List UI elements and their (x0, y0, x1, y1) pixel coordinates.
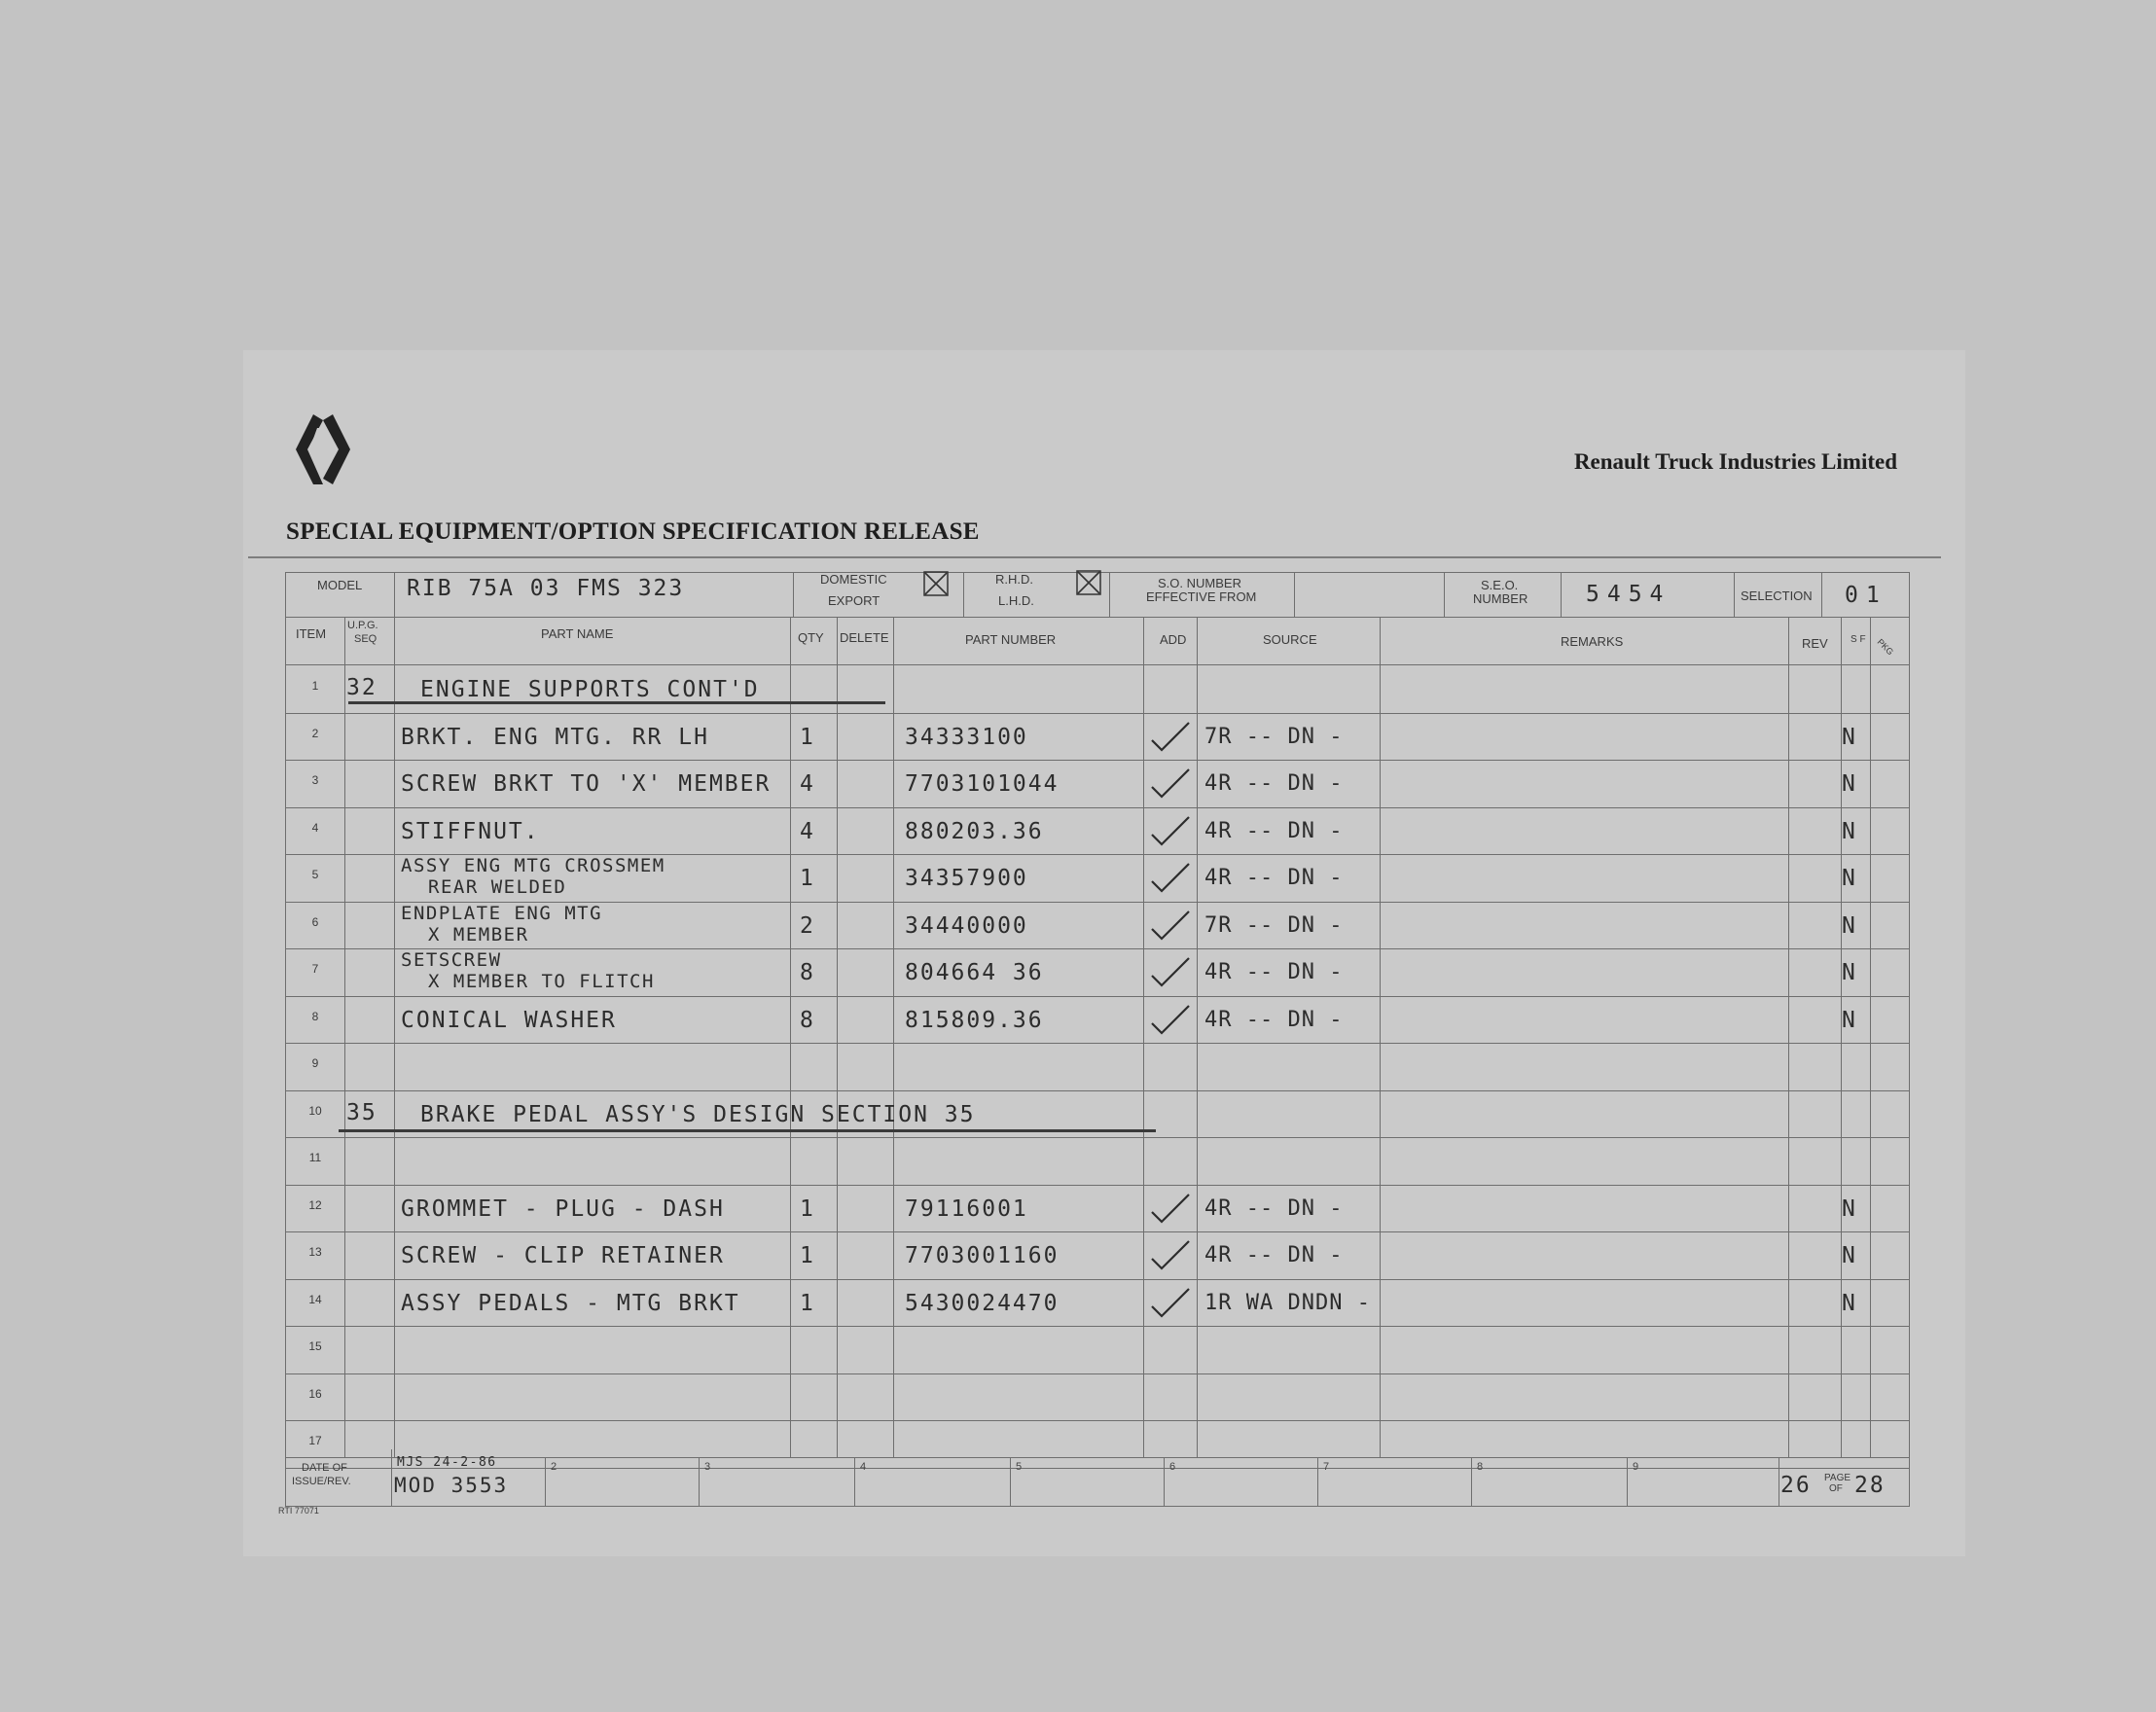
row-part-name: SCREW - CLIP RETAINER (401, 1243, 725, 1268)
grid-line (394, 572, 395, 665)
row-item-number: 12 (308, 1197, 322, 1212)
row-qty: 8 (800, 1007, 815, 1033)
add-check-icon (1148, 719, 1193, 754)
grid-line (285, 664, 1910, 665)
grid-line (394, 665, 395, 1457)
grid-line (1788, 617, 1789, 1457)
section-underline (339, 1129, 1156, 1132)
row-source: 4R -- DN - (1204, 771, 1344, 796)
row-qty: 1 (800, 866, 815, 891)
col-source-header: SOURCE (1263, 632, 1317, 647)
row-source: 4R -- DN - (1204, 1243, 1344, 1267)
col-sf-header: S F (1851, 634, 1866, 645)
form-code: RTI 77071 (278, 1506, 319, 1516)
row-sf-flag: N (1842, 1243, 1857, 1268)
grid-line (391, 1449, 392, 1506)
issue-mod-number: MOD 3553 (394, 1474, 509, 1497)
grid-line (837, 617, 838, 1457)
row-divider (285, 1137, 1910, 1138)
grid-line (545, 1457, 546, 1506)
col-last-header: PKG (1875, 636, 1896, 658)
row-part-name-line2: REAR WELDED (428, 876, 567, 898)
export-label: EXPORT (828, 593, 880, 608)
add-check-icon (1148, 908, 1193, 943)
grid-line (1909, 1457, 1910, 1506)
grid-line (1734, 572, 1735, 617)
col-delete-header: DELETE (840, 630, 889, 645)
row-sf-flag: N (1842, 960, 1857, 985)
col-part-name-header: PART NAME (541, 626, 614, 641)
model-value: RIB 75A 03 FMS 323 (407, 576, 685, 601)
grid-line (1380, 617, 1381, 1457)
row-part-number: 815809.36 (905, 1007, 1044, 1033)
grid-line (854, 1457, 855, 1506)
grid-line (285, 617, 1910, 618)
seo-label: S.E.O. (1481, 578, 1519, 592)
row-part-number: 880203.36 (905, 818, 1044, 844)
footer-slot-number: 4 (860, 1461, 867, 1473)
row-part-number: 34357900 (905, 866, 1028, 891)
col-item-header: ITEM (296, 626, 327, 641)
row-qty: 1 (800, 1290, 815, 1316)
row-divider (285, 807, 1910, 808)
row-item-number: 10 (308, 1103, 322, 1118)
row-source: 7R -- DN - (1204, 912, 1344, 938)
grid-line (1197, 617, 1198, 1457)
row-upg-seq: 35 (346, 1099, 377, 1125)
row-divider (285, 1043, 1910, 1044)
grid-line (1870, 617, 1871, 1457)
row-item-number: 8 (311, 1009, 319, 1023)
grid-line (699, 1457, 700, 1506)
row-source: 1R WA DNDN - (1204, 1290, 1371, 1315)
row-sf-flag: N (1842, 818, 1857, 844)
row-item-number: 5 (311, 868, 319, 881)
issue-initials: MJS 24-2-86 (397, 1455, 497, 1470)
seo-number-label: NUMBER (1473, 591, 1528, 606)
row-item-number: 17 (308, 1434, 322, 1447)
grid-line (1109, 572, 1110, 617)
grid-line (963, 572, 964, 617)
row-part-name: ASSY ENG MTG CROSSMEM (401, 855, 665, 876)
row-part-name: ENGINE SUPPORTS CONT'D (420, 677, 760, 702)
col-upg-header: U.P.G. (347, 620, 378, 631)
title-divider (248, 556, 1941, 558)
row-item-number: 15 (308, 1339, 322, 1353)
row-source: 4R -- DN - (1204, 960, 1344, 984)
row-part-name: ENDPLATE ENG MTG (401, 902, 603, 924)
add-check-icon (1148, 954, 1193, 989)
renault-logo-icon (294, 412, 352, 486)
grid-line (1909, 572, 1910, 1457)
row-item-number: 7 (311, 962, 319, 976)
row-part-name: SETSCREW (401, 949, 502, 971)
grid-line (1143, 617, 1144, 1457)
row-part-name-line2: X MEMBER TO FLITCH (428, 971, 655, 992)
row-item-number: 2 (311, 726, 319, 740)
domestic-label: DOMESTIC (820, 572, 887, 587)
footer-slot-number: 8 (1477, 1461, 1484, 1473)
row-item-number: 1 (311, 679, 319, 693)
row-item-number: 4 (311, 820, 319, 835)
row-item-number: 6 (311, 914, 319, 929)
grid-line (790, 617, 791, 1457)
row-item-number: 3 (311, 773, 319, 787)
add-check-icon (1148, 1285, 1193, 1320)
row-source: 4R -- DN - (1204, 818, 1344, 843)
model-label: MODEL (317, 578, 363, 592)
row-qty: 1 (800, 724, 815, 750)
row-part-name: BRKT. ENG MTG. RR LH (401, 724, 709, 750)
grid-line (285, 572, 286, 1457)
col-qty-header: QTY (798, 630, 824, 645)
row-sf-flag: N (1842, 912, 1857, 939)
row-part-name: GROMMET - PLUG - DASH (401, 1195, 725, 1222)
row-qty: 1 (800, 1195, 815, 1222)
col-seq-header: SEQ (354, 633, 377, 645)
grid-line (793, 572, 794, 617)
row-source: 7R -- DN - (1204, 724, 1344, 749)
so-number-label: S.O. NUMBER (1158, 576, 1241, 590)
row-part-number: 34440000 (905, 912, 1028, 939)
row-source: 4R -- DN - (1204, 866, 1344, 890)
date-of-issue-label: DATE OF (302, 1462, 347, 1474)
row-part-number: 79116001 (905, 1195, 1028, 1222)
row-source: 4R -- DN - (1204, 1007, 1344, 1032)
grid-line (285, 1457, 1910, 1458)
grid-line (344, 617, 345, 1457)
col-part-number-header: PART NUMBER (965, 632, 1057, 647)
row-sf-flag: N (1842, 1007, 1857, 1033)
row-sf-flag: N (1842, 1290, 1857, 1316)
grid-line (1294, 572, 1295, 617)
row-part-number: 7703101044 (905, 771, 1060, 797)
add-check-icon (1148, 766, 1193, 801)
grid-line (1471, 1457, 1472, 1506)
footer-slot-number: 9 (1633, 1461, 1639, 1473)
row-divider (285, 1279, 1910, 1280)
row-divider (285, 996, 1910, 997)
row-part-name: ASSY PEDALS - MTG BRKT (401, 1290, 740, 1316)
row-item-number: 9 (311, 1056, 319, 1070)
col-rev-header: REV (1802, 636, 1828, 651)
add-check-icon (1148, 1191, 1193, 1226)
row-part-number: 34333100 (905, 724, 1028, 750)
row-part-number: 5430024470 (905, 1290, 1060, 1316)
issue-rev-label: ISSUE/REV. (292, 1476, 351, 1487)
row-qty: 8 (800, 960, 815, 985)
of-label: OF (1829, 1483, 1843, 1494)
grid-line (1010, 1457, 1011, 1506)
row-qty: 2 (800, 912, 815, 939)
row-item-number: 16 (308, 1386, 322, 1401)
grid-line (1561, 572, 1562, 617)
row-divider (285, 1326, 1910, 1327)
page-number: 26 (1780, 1473, 1812, 1498)
row-sf-flag: N (1842, 724, 1857, 750)
effective-from-label: EFFECTIVE FROM (1146, 589, 1257, 604)
row-upg-seq: 32 (346, 675, 377, 700)
rhd-label: R.H.D. (995, 572, 1033, 587)
row-divider (285, 713, 1910, 714)
page-total: 28 (1854, 1473, 1886, 1498)
row-part-name: CONICAL WASHER (401, 1007, 617, 1033)
add-check-icon (1148, 813, 1193, 848)
row-divider (285, 1468, 1910, 1469)
row-divider (285, 1185, 1910, 1186)
company-name: Renault Truck Industries Limited (1573, 449, 1897, 474)
seo-number-value: 5454 (1586, 582, 1671, 607)
row-sf-flag: N (1842, 866, 1857, 891)
row-qty: 4 (800, 818, 815, 844)
selection-label: SELECTION (1741, 588, 1813, 603)
add-check-icon (1148, 1002, 1193, 1037)
footer-slot-number: 5 (1016, 1461, 1023, 1473)
footer-slot-number: 6 (1169, 1461, 1176, 1473)
col-remarks-header: REMARKS (1561, 634, 1624, 649)
footer-slot-number: 7 (1323, 1461, 1330, 1473)
row-item-number: 14 (308, 1292, 322, 1306)
grid-line (893, 617, 894, 1457)
grid-line (285, 1457, 286, 1506)
row-item-number: 13 (308, 1245, 322, 1259)
row-item-number: 11 (308, 1151, 322, 1164)
row-divider (285, 948, 1910, 949)
row-divider (285, 1420, 1910, 1421)
footer-slot-number: 2 (551, 1461, 557, 1473)
row-part-name: SCREW BRKT TO 'X' MEMBER (401, 771, 772, 797)
grid-line (1821, 572, 1822, 617)
row-divider (285, 1090, 1910, 1091)
add-check-icon (1148, 1237, 1193, 1272)
footer-slot-number: 3 (704, 1461, 711, 1473)
row-part-name-line2: X MEMBER (428, 923, 529, 945)
grid-line (1317, 1457, 1318, 1506)
row-source: 4R -- DN - (1204, 1195, 1344, 1221)
row-part-number: 804664 36 (905, 960, 1044, 985)
row-qty: 1 (800, 1243, 815, 1268)
selection-value: 01 (1845, 583, 1887, 608)
page-label: PAGE (1824, 1473, 1851, 1483)
row-part-name: BRAKE PEDAL ASSY'S DESIGN SECTION 35 (420, 1101, 976, 1127)
grid-line (1164, 1457, 1165, 1506)
row-qty: 4 (800, 771, 815, 797)
grid-line (285, 1506, 1910, 1507)
grid-line (1444, 572, 1445, 617)
row-sf-flag: N (1842, 1195, 1857, 1222)
domestic-checkbox[interactable] (923, 571, 949, 596)
col-add-header: ADD (1160, 632, 1187, 647)
row-divider (285, 1373, 1910, 1374)
row-part-name: STIFFNUT. (401, 818, 540, 844)
row-part-number: 7703001160 (905, 1243, 1060, 1268)
form-title: SPECIAL EQUIPMENT/OPTION SPECIFICATION RELEASE (286, 518, 980, 545)
row-divider (285, 760, 1910, 761)
lhd-label: L.H.D. (998, 593, 1034, 608)
rhd-checkbox[interactable] (1076, 570, 1101, 595)
section-underline (348, 701, 885, 704)
row-divider (285, 1231, 1910, 1232)
row-sf-flag: N (1842, 771, 1857, 797)
grid-line (1627, 1457, 1628, 1506)
add-check-icon (1148, 860, 1193, 895)
